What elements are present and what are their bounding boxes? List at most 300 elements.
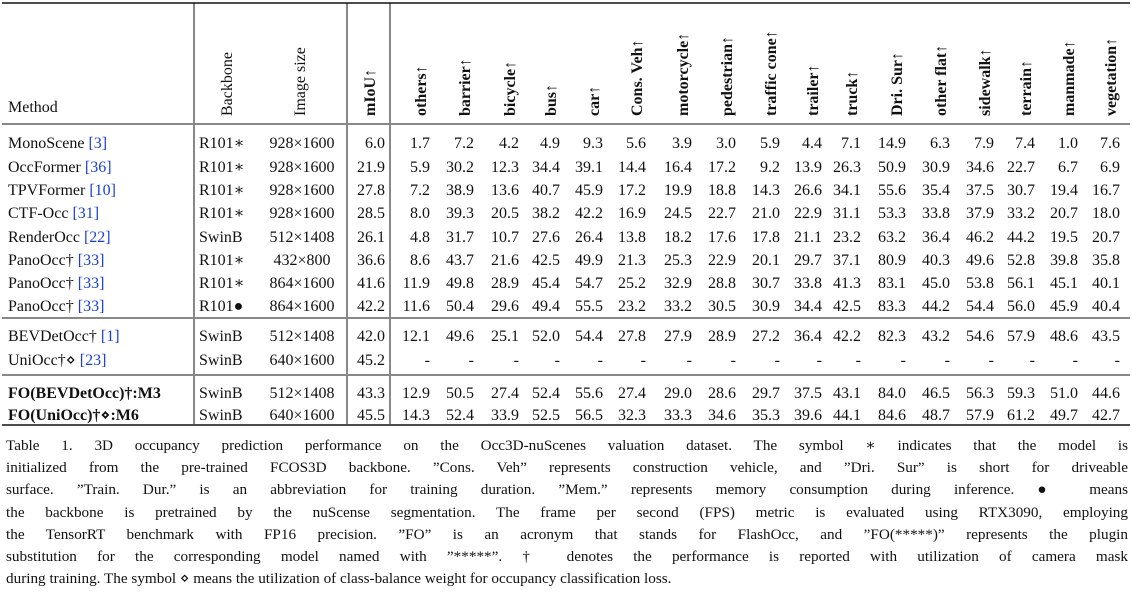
metric-cell: 45.1: [1050, 275, 1078, 292]
metric-cell: 36.4: [794, 328, 822, 345]
metric-cell: 30.9: [922, 159, 950, 176]
header-class-2: bicycle↑: [502, 60, 519, 116]
image-size-cell: 864×1600: [269, 275, 335, 292]
metric-cell: 12.1: [402, 328, 430, 345]
metric-cell: 55.6: [575, 385, 603, 402]
metric-cell: 31.7: [446, 229, 474, 246]
metric-cell: 43.5: [1092, 328, 1120, 345]
metric-cell: 27.4: [618, 385, 646, 402]
method-name: [8, 328, 120, 345]
metric-cell: 44.1: [833, 407, 861, 424]
metric-cell: 25.2: [618, 275, 646, 292]
metric-cell: 28.9: [708, 328, 736, 345]
metric-cell: 10.7: [491, 229, 519, 246]
metric-cell: 21.3: [618, 252, 646, 269]
metric-cell: -: [774, 352, 780, 369]
metric-cell: 3.0: [716, 135, 736, 152]
metric-cell: 52.4: [532, 385, 560, 402]
metric-cell: 39.3: [446, 205, 474, 222]
metric-cell: 50.9: [878, 159, 906, 176]
metric-cell: 6.9: [1100, 159, 1120, 176]
metric-cell: 7.9: [974, 135, 994, 152]
metric-cell: 39.8: [1050, 252, 1078, 269]
citation-link[interactable]: [1]: [96, 328, 120, 345]
metric-cell: 27.8: [618, 328, 646, 345]
metric-cell: 8.6: [410, 252, 430, 269]
metric-cell: 16.9: [618, 205, 646, 222]
metric-cell: 14.3: [752, 182, 780, 199]
metric-cell: 16.4: [664, 159, 692, 176]
backbone-cell: R101∗: [199, 182, 245, 199]
miou-cell: 42.0: [357, 328, 385, 345]
citation-link[interactable]: [22]: [79, 229, 111, 246]
header-class-6: motorcycle↑: [675, 32, 692, 116]
metric-cell: 33.2: [664, 298, 692, 315]
metric-cell: 43.1: [833, 385, 861, 402]
metric-cell: 84.6: [878, 407, 906, 424]
metric-cell: 32.3: [618, 407, 646, 424]
metric-cell: 36.4: [922, 229, 950, 246]
metric-cell: 22.7: [708, 205, 736, 222]
method-name: [8, 352, 106, 369]
metric-cell: 40.3: [922, 252, 950, 269]
metric-cell: 34.6: [966, 159, 994, 176]
metric-cell: -: [855, 352, 861, 369]
header-class-9: trailer↑: [805, 64, 822, 116]
header-class-12: other flat↑: [933, 44, 950, 116]
metric-cell: 18.2: [664, 229, 692, 246]
metric-cell: 37.9: [966, 205, 994, 222]
metric-cell: 56.0: [1007, 298, 1035, 315]
metric-cell: 42.5: [833, 298, 861, 315]
metric-cell: 52.5: [532, 407, 560, 424]
metric-cell: 46.5: [922, 385, 950, 402]
header-class-0: others↑: [413, 65, 430, 116]
metric-cell: 44.6: [1092, 385, 1120, 402]
metric-cell: 22.7: [1007, 159, 1035, 176]
backbone-cell: R101∗: [199, 275, 245, 292]
metric-cell: 39.1: [575, 159, 603, 176]
citation-link[interactable]: [10]: [85, 182, 116, 199]
metric-cell: 53.8: [966, 275, 994, 292]
method-name: [8, 275, 104, 292]
metric-cell: 42.2: [833, 328, 861, 345]
metric-cell: 7.2: [410, 182, 430, 199]
metric-cell: 24.5: [664, 205, 692, 222]
metric-cell: 34.4: [532, 159, 560, 176]
metric-cell: 40.4: [1092, 298, 1120, 315]
caption-line: the TensorRT benchmark with FP16 precision. ”FO” is an acronym that stands for FlashOcc, and ”FO(*****)” represents the plugin: [6, 525, 1128, 543]
method-label: FO(BEVDetOcc)†:M3: [8, 385, 161, 402]
metric-cell: 33.3: [664, 407, 692, 424]
image-size-cell: 928×1600: [269, 205, 335, 222]
metric-cell: 17.2: [708, 159, 736, 176]
method-label: PanoOcc†: [8, 252, 74, 269]
metric-cell: 14.4: [618, 159, 646, 176]
header-class-1: barrier↑: [457, 58, 474, 116]
metric-cell: -: [900, 352, 906, 369]
metric-cell: 45.0: [922, 275, 950, 292]
metric-cell: 25.3: [664, 252, 692, 269]
method-label: PanoOcc†: [8, 275, 74, 292]
metric-cell: 5.9: [760, 135, 780, 152]
metric-cell: 4.8: [410, 229, 430, 246]
metric-cell: 32.9: [664, 275, 692, 292]
metric-cell: 37.5: [966, 182, 994, 199]
metric-cell: -: [468, 352, 474, 369]
metric-cell: 50.4: [446, 298, 474, 315]
metric-cell: 7.4: [1015, 135, 1035, 152]
metric-cell: 27.4: [491, 385, 519, 402]
metric-cell: 83.1: [878, 275, 906, 292]
metric-cell: 33.8: [794, 275, 822, 292]
header-backbone: Backbone: [219, 52, 236, 116]
metric-cell: 26.6: [794, 182, 822, 199]
metric-cell: 40.1: [1092, 275, 1120, 292]
metric-cell: 30.7: [1007, 182, 1035, 199]
metric-cell: 19.9: [664, 182, 692, 199]
caption-line: the backbone is pretrained by the nuScense segmentation. The frame per second (FPS) metric is evaluated using RTX3090, employing: [6, 503, 1128, 521]
metric-cell: 48.7: [922, 407, 950, 424]
metric-cell: 49.6: [966, 252, 994, 269]
method-name: [8, 135, 107, 152]
metric-cell: 4.2: [499, 135, 519, 152]
metric-cell: 45.4: [532, 275, 560, 292]
metric-cell: 40.7: [532, 182, 560, 199]
metric-cell: 52.0: [532, 328, 560, 345]
metric-cell: 49.7: [1050, 407, 1078, 424]
method-label: MonoScene: [8, 135, 85, 152]
metric-cell: 29.0: [664, 385, 692, 402]
miou-cell: 45.2: [357, 352, 385, 369]
metric-cell: 43.7: [446, 252, 474, 269]
metric-cell: 28.9: [491, 275, 519, 292]
metric-cell: 57.9: [1007, 328, 1035, 345]
metric-cell: 42.2: [575, 205, 603, 222]
metric-cell: 18.0: [1092, 205, 1120, 222]
metric-cell: 4.4: [802, 135, 822, 152]
header-class-13: sidewalk↑: [977, 48, 994, 116]
method-label: FO(UniOcc)†⋄:M6: [8, 407, 139, 424]
metric-cell: -: [988, 352, 994, 369]
metric-cell: 19.5: [1050, 229, 1078, 246]
metric-cell: 19.4: [1050, 182, 1078, 199]
image-size-cell: 432×800: [273, 252, 331, 269]
method-name: [8, 407, 139, 424]
metric-cell: 27.2: [752, 328, 780, 345]
metric-cell: 42.7: [1092, 407, 1120, 424]
backbone-cell: SwinB: [199, 407, 243, 424]
metric-cell: 35.4: [922, 182, 950, 199]
citation-link[interactable]: [33]: [73, 298, 105, 315]
header-class-5: Cons. Veh↑: [629, 39, 646, 116]
metric-cell: 29.6: [491, 298, 519, 315]
metric-cell: -: [816, 352, 822, 369]
metric-cell: 42.5: [532, 252, 560, 269]
image-size-cell: 640×1600: [269, 352, 335, 369]
metric-cell: 49.4: [532, 298, 560, 315]
metric-cell: 27.6: [532, 229, 560, 246]
backbone-cell: R101∗: [199, 135, 245, 152]
metric-cell: 33.9: [491, 407, 519, 424]
metric-cell: -: [1029, 352, 1035, 369]
metric-cell: 30.5: [708, 298, 736, 315]
method-name: [8, 182, 116, 199]
metric-cell: 38.9: [446, 182, 474, 199]
miou-cell: 26.1: [357, 229, 385, 246]
image-size-cell: 512×1408: [269, 229, 335, 246]
metric-cell: -: [597, 352, 603, 369]
metric-cell: 6.3: [930, 135, 950, 152]
metric-cell: 21.0: [752, 205, 780, 222]
backbone-cell: SwinB: [199, 352, 243, 369]
metric-cell: 30.2: [446, 159, 474, 176]
metric-cell: 22.9: [708, 252, 736, 269]
miou-cell: 45.5: [357, 407, 385, 424]
backbone-cell: R101∗: [199, 159, 245, 176]
metric-cell: 21.6: [491, 252, 519, 269]
metric-cell: 34.4: [794, 298, 822, 315]
metric-cell: 54.7: [575, 275, 603, 292]
metric-cell: 34.1: [833, 182, 861, 199]
miou-cell: 28.5: [357, 205, 385, 222]
metric-cell: 11.6: [402, 298, 430, 315]
metric-cell: 22.9: [794, 205, 822, 222]
miou-cell: 42.2: [357, 298, 385, 315]
image-size-cell: 512×1408: [269, 385, 335, 402]
metric-cell: 45.9: [1050, 298, 1078, 315]
metric-cell: 1.7: [410, 135, 430, 152]
backbone-cell: SwinB: [199, 385, 243, 402]
metric-cell: 18.8: [708, 182, 736, 199]
backbone-cell: R101∗: [199, 205, 245, 222]
caption-line: initialized from the pre-trained FCOS3D backbone. ”Cons. Veh” represents construction vehicle, and ”Dri. Sur” is short for driveable: [6, 459, 1128, 477]
metric-cell: -: [640, 352, 646, 369]
metric-cell: 54.6: [966, 328, 994, 345]
method-name: [8, 252, 104, 269]
caption-line: substitution for the corresponding model named with ”*****”. † denotes the performance is reported with utilization of camera mask: [6, 548, 1128, 566]
metric-cell: 57.9: [966, 407, 994, 424]
header-class-7: pedestrian↑: [719, 36, 736, 116]
metric-cell: 3.9: [672, 135, 692, 152]
header-class-16: vegetation↑: [1103, 37, 1120, 116]
header-miou: mIoU↑: [362, 68, 379, 116]
method-name: [8, 298, 104, 315]
metric-cell: -: [686, 352, 692, 369]
metric-cell: 26.4: [575, 229, 603, 246]
method-name: [8, 385, 161, 402]
metric-cell: 5.9: [410, 159, 430, 176]
metric-cell: 23.2: [833, 229, 861, 246]
table-caption: [6, 435, 1128, 590]
metric-cell: 80.9: [878, 252, 906, 269]
metric-cell: 14.3: [402, 407, 430, 424]
metric-cell: 52.4: [446, 407, 474, 424]
metric-cell: 13.9: [794, 159, 822, 176]
image-size-cell: 864×1600: [269, 298, 335, 315]
backbone-cell: SwinB: [199, 229, 243, 246]
metric-cell: -: [554, 352, 560, 369]
metric-cell: 12.3: [491, 159, 519, 176]
metric-cell: 56.1: [1007, 275, 1035, 292]
metric-cell: 16.7: [1092, 182, 1120, 199]
metric-cell: 49.9: [575, 252, 603, 269]
metric-cell: 7.1: [841, 135, 861, 152]
metric-cell: 13.8: [618, 229, 646, 246]
metric-cell: 48.6: [1050, 328, 1078, 345]
metric-cell: 55.6: [878, 182, 906, 199]
header-class-3: bus↑: [543, 83, 560, 116]
metric-cell: -: [730, 352, 736, 369]
metric-cell: 13.6: [491, 182, 519, 199]
metric-cell: 30.9: [752, 298, 780, 315]
metric-cell: 7.2: [454, 135, 474, 152]
metric-cell: 28.8: [708, 275, 736, 292]
image-size-cell: 512×1408: [269, 328, 335, 345]
method-name: [8, 229, 111, 246]
miou-cell: 41.6: [357, 275, 385, 292]
backbone-cell: SwinB: [199, 328, 243, 345]
metric-cell: 4.9: [540, 135, 560, 152]
metric-cell: 45.9: [575, 182, 603, 199]
method-label: BEVDetOcc†: [8, 328, 97, 345]
metric-cell: 34.6: [708, 407, 736, 424]
metric-cell: 37.1: [833, 252, 861, 269]
metric-cell: 83.3: [878, 298, 906, 315]
image-size-cell: 928×1600: [269, 159, 335, 176]
method-name: [8, 205, 99, 222]
miou-cell: 6.0: [365, 135, 385, 152]
header-class-15: manmade↑: [1061, 40, 1078, 116]
citation-link[interactable]: [33]: [73, 275, 105, 292]
metric-cell: 31.1: [833, 205, 861, 222]
metric-cell: 55.5: [575, 298, 603, 315]
metric-cell: 56.5: [575, 407, 603, 424]
metric-cell: 59.3: [1007, 385, 1035, 402]
caption-line: Table 1. 3D occupancy prediction performance on the Occ3D-nuScenes valuation dataset. The symbol ∗ indicates that the model is: [6, 437, 1128, 454]
metric-cell: 33.8: [922, 205, 950, 222]
metric-cell: 49.6: [446, 328, 474, 345]
metric-cell: 7.6: [1100, 135, 1120, 152]
metric-cell: 9.2: [760, 159, 780, 176]
image-size-cell: 928×1600: [269, 182, 335, 199]
metric-cell: 46.2: [966, 229, 994, 246]
metric-cell: 44.2: [922, 298, 950, 315]
metric-cell: 17.8: [752, 229, 780, 246]
metric-cell: 51.0: [1050, 385, 1078, 402]
metric-cell: 29.7: [794, 252, 822, 269]
header-image-size: Image size: [292, 47, 309, 116]
metric-cell: 26.3: [833, 159, 861, 176]
metric-cell: 6.7: [1058, 159, 1078, 176]
metric-cell: 28.6: [708, 385, 736, 402]
metric-cell: 20.5: [491, 205, 519, 222]
method-label: TPVFormer: [8, 182, 86, 199]
image-size-cell: 640×1600: [269, 407, 335, 424]
metric-cell: 38.2: [532, 205, 560, 222]
metric-cell: 20.7: [1092, 229, 1120, 246]
metric-cell: 50.5: [446, 385, 474, 402]
metric-cell: 8.0: [410, 205, 430, 222]
metric-cell: -: [1114, 352, 1120, 369]
metric-cell: 84.0: [878, 385, 906, 402]
header-class-10: truck↑: [844, 70, 861, 116]
backbone-cell: R101∗: [199, 252, 245, 269]
metric-cell: 35.8: [1092, 252, 1120, 269]
header-class-8: traffic cone↑: [763, 30, 780, 116]
metric-cell: 23.2: [618, 298, 646, 315]
backbone-cell: R101●: [199, 298, 244, 315]
metric-cell: 12.9: [402, 385, 430, 402]
metric-cell: 82.3: [878, 328, 906, 345]
caption-line: surface. ”Train. Dur.” is an abbreviation for training duration. ”Mem.” represents memory consumption during inference. ● means: [6, 481, 1128, 499]
miou-cell: 43.3: [357, 385, 385, 402]
metric-cell: 11.9: [402, 275, 430, 292]
header-class-4: car↑: [586, 85, 603, 116]
miou-cell: 36.6: [357, 252, 385, 269]
metric-cell: 17.2: [618, 182, 646, 199]
metric-cell: 53.3: [878, 205, 906, 222]
metric-cell: 41.3: [833, 275, 861, 292]
citation-link[interactable]: [33]: [73, 252, 105, 269]
metric-cell: 52.8: [1007, 252, 1035, 269]
metric-cell: 37.5: [794, 385, 822, 402]
metric-cell: -: [424, 352, 430, 369]
metric-cell: 63.2: [878, 229, 906, 246]
citation-link[interactable]: [36]: [80, 159, 112, 176]
method-label: OccFormer: [8, 159, 81, 176]
citation-link[interactable]: [3]: [84, 135, 108, 152]
metric-cell: 29.7: [752, 385, 780, 402]
metric-cell: -: [944, 352, 950, 369]
metric-cell: 25.1: [491, 328, 519, 345]
method-name: [8, 159, 112, 176]
metric-cell: 54.4: [575, 328, 603, 345]
citation-link[interactable]: [31]: [68, 205, 100, 222]
image-size-cell: 928×1600: [269, 135, 335, 152]
metric-cell: 30.7: [752, 275, 780, 292]
metric-cell: 33.2: [1007, 205, 1035, 222]
metric-cell: 9.3: [583, 135, 603, 152]
metric-cell: 14.9: [878, 135, 906, 152]
citation-link[interactable]: [23]: [75, 352, 107, 369]
metric-cell: 44.2: [1007, 229, 1035, 246]
header-class-11: Dri. Sur↑: [889, 52, 906, 116]
metric-cell: 43.2: [922, 328, 950, 345]
header-method: Method: [8, 99, 58, 116]
method-label: PanoOcc†: [8, 298, 74, 315]
metric-cell: 21.1: [794, 229, 822, 246]
miou-cell: 21.9: [357, 159, 385, 176]
metric-cell: 27.9: [664, 328, 692, 345]
header-class-14: terrain↑: [1018, 60, 1035, 116]
metric-cell: -: [1072, 352, 1078, 369]
metric-cell: 56.3: [966, 385, 994, 402]
metric-cell: 49.8: [446, 275, 474, 292]
method-label: CTF-Occ: [8, 205, 69, 222]
metric-cell: 35.3: [752, 407, 780, 424]
metric-cell: 54.4: [966, 298, 994, 315]
metric-cell: 5.6: [626, 135, 646, 152]
metric-cell: 61.2: [1007, 407, 1035, 424]
metric-cell: 17.6: [708, 229, 736, 246]
metric-cell: 20.7: [1050, 205, 1078, 222]
metric-cell: 39.6: [794, 407, 822, 424]
metric-cell: 1.0: [1058, 135, 1078, 152]
method-label: UniOcc†⋄: [8, 352, 76, 369]
metric-cell: -: [513, 352, 519, 369]
method-label: RenderOcc: [8, 229, 80, 246]
